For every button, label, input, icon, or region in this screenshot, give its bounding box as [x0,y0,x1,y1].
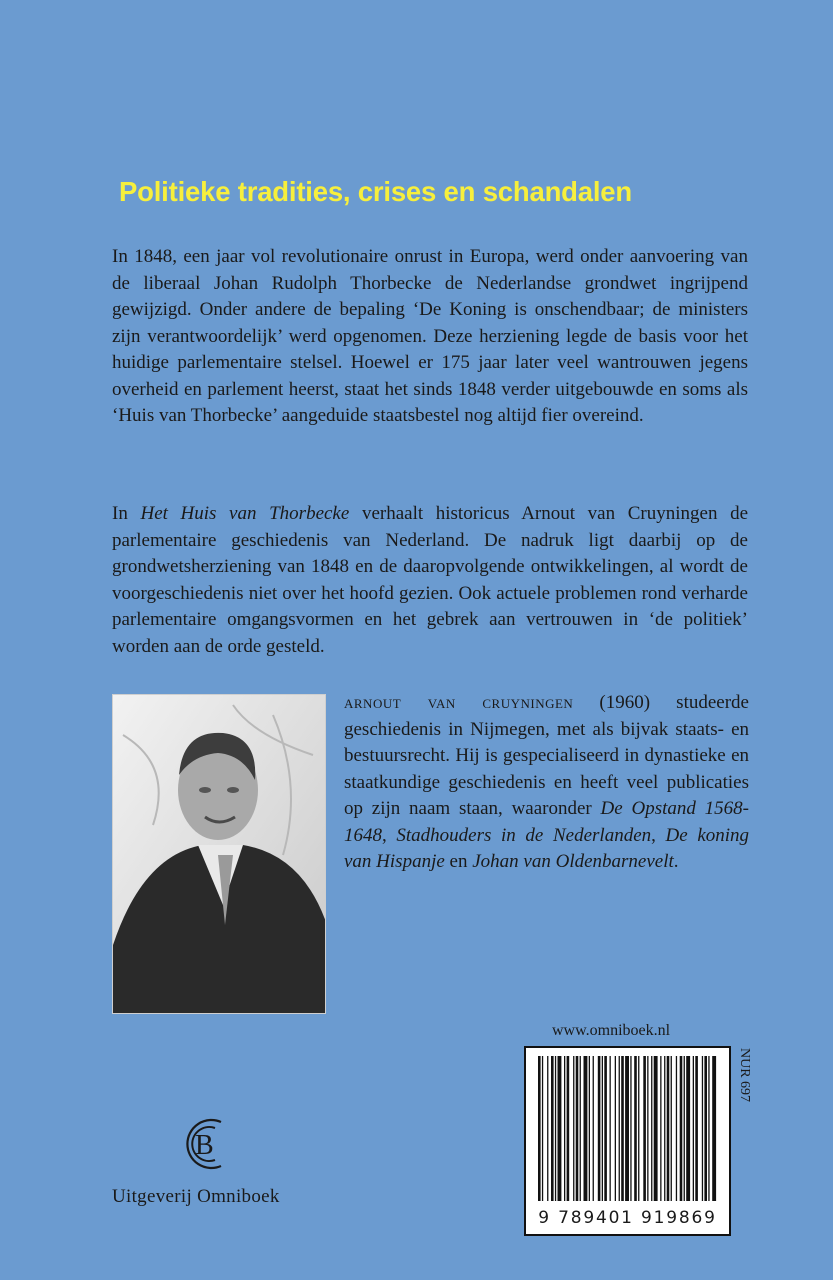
book-title: De Opstand 1568-1648 [344,798,749,846]
book-title: Het Huis van Thorbecke [140,503,350,524]
author-photo [112,694,326,1014]
publisher-website[interactable]: www.omniboek.nl [552,1022,671,1039]
author-name: arnout van cruyningen [344,692,574,713]
bio-separator: en [444,851,473,872]
author-bio [344,690,749,876]
svg-text:B: B [195,1130,214,1161]
book-title: Johan van Oldenbarnevelt [472,851,674,872]
back-cover-headline: Politieke tradities, crises en schandalen [119,176,632,207]
blurb-paragraph-2 [112,501,748,660]
bio-end: . [673,851,679,872]
paragraph-2-rest: verhaalt historicus Arnout van Cruyningen de parlementaire geschiedenis van Nederland. De nadruk ligt daarbij op de grondwetsherziening van 1848 en de daaropvolgende ontwikkelingen, al wordt de voorgeschiedenis niet over het hoofd gezien. Ook actuele problemen rond verharde parlementaire omgangsvormen en het gebrek aan vertrouwen in ‘de politiek’ worden aan de orde gesteld. [112,503,748,657]
bio-text: (1960) studeerde geschiedenis in Nijmegen, met als bijvak staats- en bestuursrecht. Hij is gespecialiseerd in dynastieke en staatkundige geschiedenis en heeft veel publicaties op zijn naam staan, waaronder [344,692,749,819]
barcode-bars [534,1056,721,1201]
omniboek-logo [175,1110,235,1184]
isbn-number: 9 789401 919869 [538,1208,717,1228]
nur-code: NUR 697 [737,1048,752,1103]
publisher-name: Uitgeverij Omniboek [112,1186,280,1207]
isbn-barcode [524,1046,731,1236]
book-title: De koning van Hispanje [344,824,750,872]
bio-separator: , [651,824,666,846]
bio-separator: , [382,824,397,846]
paragraph-2-intro: In [112,503,141,524]
blurb-paragraph-1: In 1848, een jaar vol revolutionaire onrust in Europa, werd onder aanvoering van de liberaal Johan Rudolph Thorbecke de Nederlandse grondwet ingrijpend gewijzigd. Onder andere de bepaling ‘De Koning is onschendbaar; de ministers zijn verantwoordelijk’ werd opgenomen. Deze herziening legde de basis voor het huidige parlementaire stelsel. Hoewel er 175 jaar later veel wantrouwen jegens overheid en parlement heerst, staat het sinds 1848 verder uitgebouwde en soms als ‘Huis van Thorbecke’ aangeduide staatsbestel nog altijd fier overeind. [112,246,748,426]
book-title: Stadhouders in de Nederlanden [396,824,652,846]
